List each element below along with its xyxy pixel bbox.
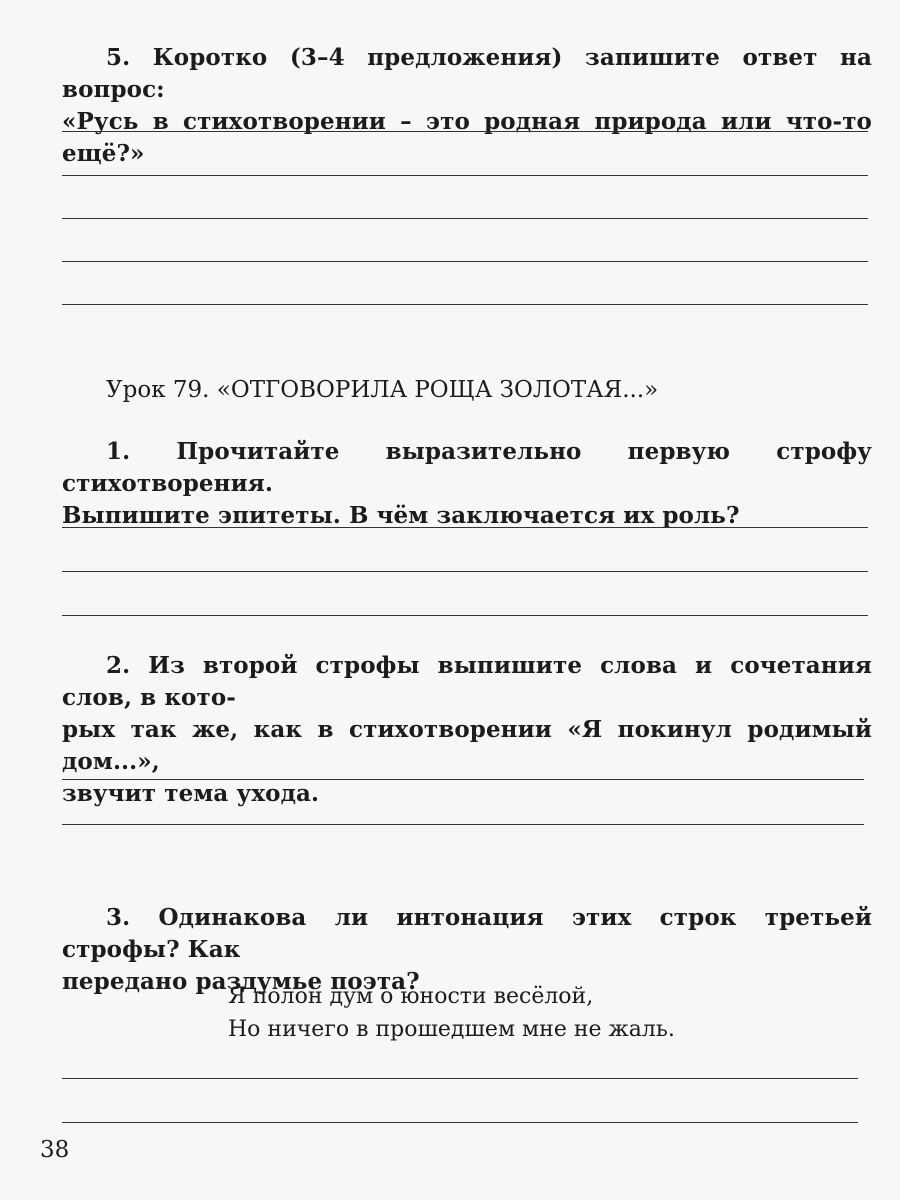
answer-line[interactable] bbox=[62, 779, 864, 780]
question-2-line-3: звучит тема ухода. bbox=[62, 780, 320, 807]
answer-line[interactable] bbox=[62, 218, 868, 219]
answer-line[interactable] bbox=[62, 304, 868, 305]
lesson-title: Урок 79. «ОТГОВОРИЛА РОЩА ЗОЛОТАЯ...» bbox=[106, 377, 659, 403]
question-1 bbox=[62, 436, 872, 532]
poem-excerpt bbox=[228, 980, 675, 1046]
answer-line[interactable] bbox=[62, 175, 868, 176]
question-2-line-2: рых так же, как в стихотворении «Я покинул родимый дом...», bbox=[62, 716, 872, 775]
question-2 bbox=[62, 650, 872, 810]
question-3-line-2: передано раздумье поэта? bbox=[62, 968, 420, 995]
question-3-line-1: 3. Одинакова ли интонация этих строк третьей строфы? Как bbox=[62, 904, 872, 963]
question-5-line-2: «Русь в стихотворении – это родная природа или что-то ещё?» bbox=[62, 108, 872, 167]
question-1-line-1: 1. Прочитайте выразительно первую строфу стихотворения. bbox=[62, 438, 872, 497]
answer-line[interactable] bbox=[62, 1122, 858, 1123]
answer-line[interactable] bbox=[62, 1078, 858, 1079]
page-number: 38 bbox=[40, 1137, 70, 1163]
question-2-line-1: 2. Из второй строфы выпишите слова и сочетания слов, в кото- bbox=[62, 652, 872, 711]
answer-line[interactable] bbox=[62, 615, 868, 616]
question-5-line-1: 5. Коротко (3–4 предложения) запишите ответ на вопрос: bbox=[62, 44, 872, 103]
question-1-line-2: Выпишите эпитеты. В чём заключается их роль? bbox=[62, 502, 740, 529]
answer-line[interactable] bbox=[62, 527, 868, 528]
answer-line[interactable] bbox=[62, 571, 868, 572]
answer-line[interactable] bbox=[62, 261, 868, 262]
answer-line[interactable] bbox=[62, 824, 864, 825]
answer-line[interactable] bbox=[62, 131, 868, 132]
question-5 bbox=[62, 42, 872, 170]
poem-line-2: Но ничего в прошедшем мне не жаль. bbox=[228, 1017, 675, 1042]
poem-line-1: Я полон дум о юности весёлой, bbox=[228, 984, 594, 1009]
